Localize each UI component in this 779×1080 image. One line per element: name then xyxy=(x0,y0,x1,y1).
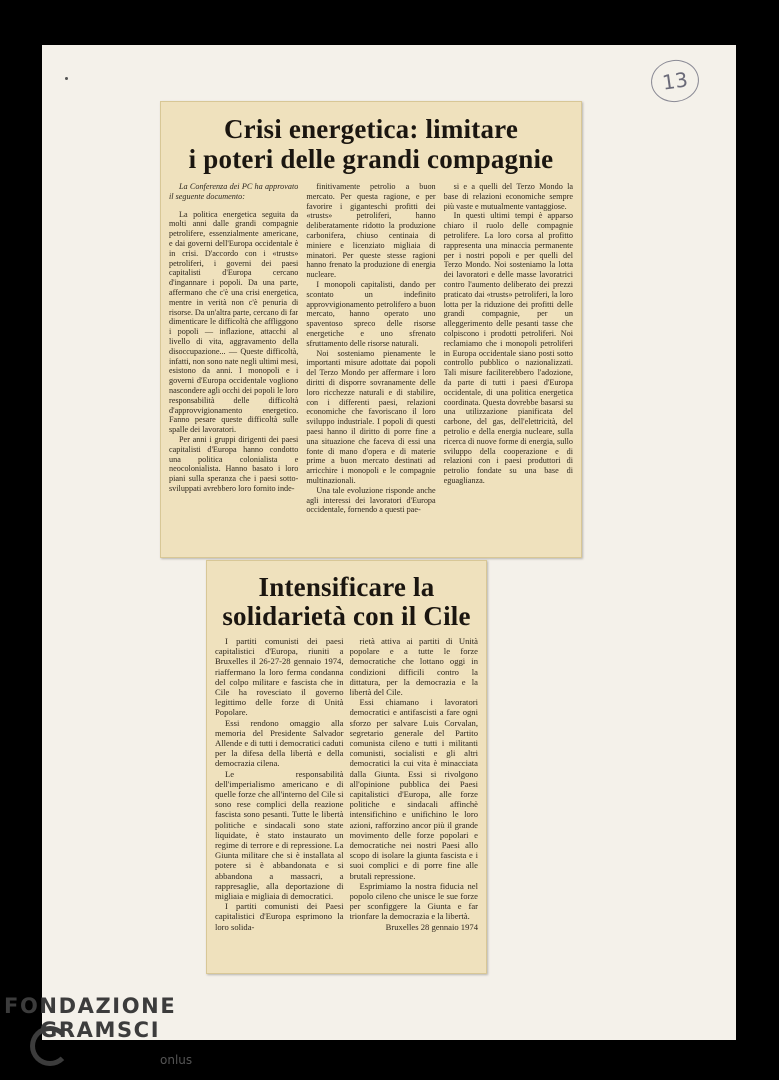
headline-energy-crisis xyxy=(171,114,571,174)
paragraph: Noi sosteniamo pienamente le importanti misure adottate dai popoli del Terzo Mondo per affermare i loro diritti di disporre sovranamente delle loro ricchezze naturali e di stabilire, con i differenti paesi, relazioni economiche che favoriscano il loro sviluppo industriale. I popoli di questi paesi hanno il diritto di porre fine a una situazione che faceva di essi una fonte di mano d'opera e di materie prime a buon mercato destinati ad arricchire i monopoli e le compagnie multinazionali. xyxy=(306,348,436,485)
watermark-line-2: GRAMSCI xyxy=(40,1018,161,1042)
headline-chile xyxy=(215,573,478,631)
clipping-chile-solidarity xyxy=(206,560,487,974)
clipping-energy-crisis xyxy=(160,101,582,558)
paragraph: I partiti comunisti dei Paesi capitalistici d'Europa esprimono la loro solida- xyxy=(215,901,344,932)
headline-line-1: Crisi energetica: limitare xyxy=(223,114,519,144)
article-signoff: Bruxelles 28 gennaio 1974 xyxy=(385,921,478,932)
paragraph: Essi chiamano i lavoratori democratici e antifascisti a fare ogni sforzo per salvare Luis Corvalan, segretario generale del Partito comunista cileno e tutti i militanti comunisti, socialisti e gli altri democratici la cui vita è minacciata dalla Giunta. Essi si rivolgono all'opinione pubblica dei Paesi capitalistici d'Europa, alle forze politiche e sindacali affinchè intensifichino e unifichino le loro azioni, rafforzino ancor più il grande movimento delle forze popolari e democratiche nei nostri Paesi allo scopo di isolare la giunta fascista e i suoi complici e di porre fine alle brutali repressione. xyxy=(349,697,478,881)
headline-line-2: solidarietà con il Cile xyxy=(222,601,471,631)
paragraph: si e a quelli del Terzo Mondo la base di relazioni economiche sempre più vaste e mutualmente vantaggiose. xyxy=(443,182,573,211)
archive-number: 13 xyxy=(648,57,701,105)
paragraph: I monopoli capitalisti, dando per scontato un indefinito approvvigionamento petrolifero a buon mercato, hanno operato uno spaventoso spreco delle risorse energetiche e uno sfrenato sfruttamento delle risorse naturali. xyxy=(306,279,436,348)
paragraph: Esprimiamo la nostra fiducia nel popolo cileno che unisce le sue forze per sconfiggere la Giunta e far trionfare la democrazia e la libertà. xyxy=(349,880,478,922)
article-columns xyxy=(215,636,478,966)
article-column-2 xyxy=(306,182,435,548)
watermark-suffix: onlus xyxy=(160,1053,193,1067)
paragraph: La politica energetica seguita da molti anni dalle grandi compagnie petrolifere, essenzialmente americane, e dai governi dell'Europa occidentale è in crisi. D'accordo con i «trusts» petroliferi, i governi dei paesi capitalisti d'Europa cercano d'ingannare i popoli. Da una parte, affermano che c'è una crisi energetica, mentre in verità non c'è penuria di risorse. Da un'altra parte, cercano di far dimenticare le difficoltà che affliggono i popoli — inflazione, attacchi al livello di vita, aggravamento della disoccupazione... — Queste difficoltà, infatti, non sono nate negli ultimi mesi, esistono da anni. I monopoli e i governi d'Europa occidentale vogliono nascondere agli occhi dei popoli le loro responsabilità delle difficoltà d'approvvigionamento energetico. Fanno pesare queste difficoltà sulle spalle dei lavoratori. xyxy=(169,209,299,435)
article-columns xyxy=(169,182,573,548)
paragraph: finitivamente petrolio a buon mercato. Per questa ragione, e per favorire i giganteschi profitti dei «trusts» petroliferi, hanno deliberatamente ridotto la produzione carbonifera, chiuso centinaia di miniere e licenziato migliaia di minatori. Per queste stesse ragioni hanno frenato la produzione di energia nucleare. xyxy=(306,182,436,280)
article-column-2 xyxy=(350,636,479,966)
paragraph: Essi rendono omaggio alla memoria del Presidente Salvador Allende e di tutti i democratici caduti per la difesa della libertà e della democrazia cilena. xyxy=(215,717,344,769)
paragraph: In questi ultimi tempi è apparso chiaro il ruolo delle compagnie petrolifere. La loro corsa al profitto rappresenta una minaccia permanente per i nostri popoli e per quelli del Terzo Mondo. Noi sosteniamo la lotta dei lavoratori e delle masse lavoratrici contro l'aumento deliberato dei prezzi praticato dai «trusts» petroliferi, la loro lotta per la riduzione dei profitti delle grandi compagnie, per un alleggerimento delle pesanti tasse che colpiscono i prodotti petroliferi. Noi reclamiamo che i monopoli petroliferi in Europa occidentale siano posti sotto controllo pubblico o nazionalizzati. Tali misure faciliterebbero l'adozione, da parte di tutti i paesi d'Europa occidentale, di una politica energetica coordinata. Questa dovrebbe basarsi su una utilizzazione pianificata del carbone, del gas, dell'elettricità, del petrolio e della energia nucleare, sulla ricerca di nuove forme di energia, sullo sviluppo della cooperazione e di relazioni con i paesi produttori di petrolio fondate su una base di eguaglianza. xyxy=(443,211,573,485)
paper-mark xyxy=(65,77,68,80)
paragraph: rietà attiva ai partiti di Unità popolare e a tutte le forze democratiche che lottano oggi in condizioni difficili contro la dittatura, per la democrazia e la libertà del Cile. xyxy=(349,636,478,698)
article-column-3 xyxy=(444,182,573,548)
article-intro: La Conferenza dei PC ha approvato il seguente documento: xyxy=(169,182,299,201)
article-column-1 xyxy=(215,636,344,966)
headline-line-2: i poteri delle grandi compagnie xyxy=(188,144,554,174)
paragraph: Per anni i gruppi dirigenti dei paesi capitalisti d'Europa hanno condotto una politica colonialista e neocolonialista. Hanno basato i loro piani sulla speranza che i paesi sotto-sviluppati avrebbero loro fornito inde- xyxy=(169,434,299,493)
headline-line-1: Intensificare la xyxy=(258,572,435,602)
article-column-1 xyxy=(169,182,298,548)
paragraph: Una tale evoluzione risponde anche agli interessi dei lavoratori d'Europa occidentale, fornendo a questi pae- xyxy=(306,485,436,515)
logo-g-icon xyxy=(30,1026,70,1066)
paragraph: I partiti comunisti dei paesi capitalistici d'Europa, riuniti a Bruxelles il 26-27-28 gennaio 1974, riaffermano la loro ferma condanna del colpo militare e fascista che in Cile ha rovesciato il governo legittimo delle forze di Unità Popolare. xyxy=(215,636,344,718)
watermark-logo xyxy=(4,994,176,1042)
paragraph: Le responsabilità dell'imperialismo americano e di quelle forze che all'interno del Cile si sono rese complici della reazione fascista sono pesanti. Tutte le libertà politiche e sindacali sono state liquidate, è stato instaurato un regime di terrore e di repressione. La Giunta militare che si è installata al potere si è abbandonata e si abbandona a massacri, a rappresaglie, alla deportazione di migliaia e migliaia di democratici. xyxy=(215,768,344,902)
watermark-line-1: FONDAZIONE xyxy=(4,994,177,1018)
